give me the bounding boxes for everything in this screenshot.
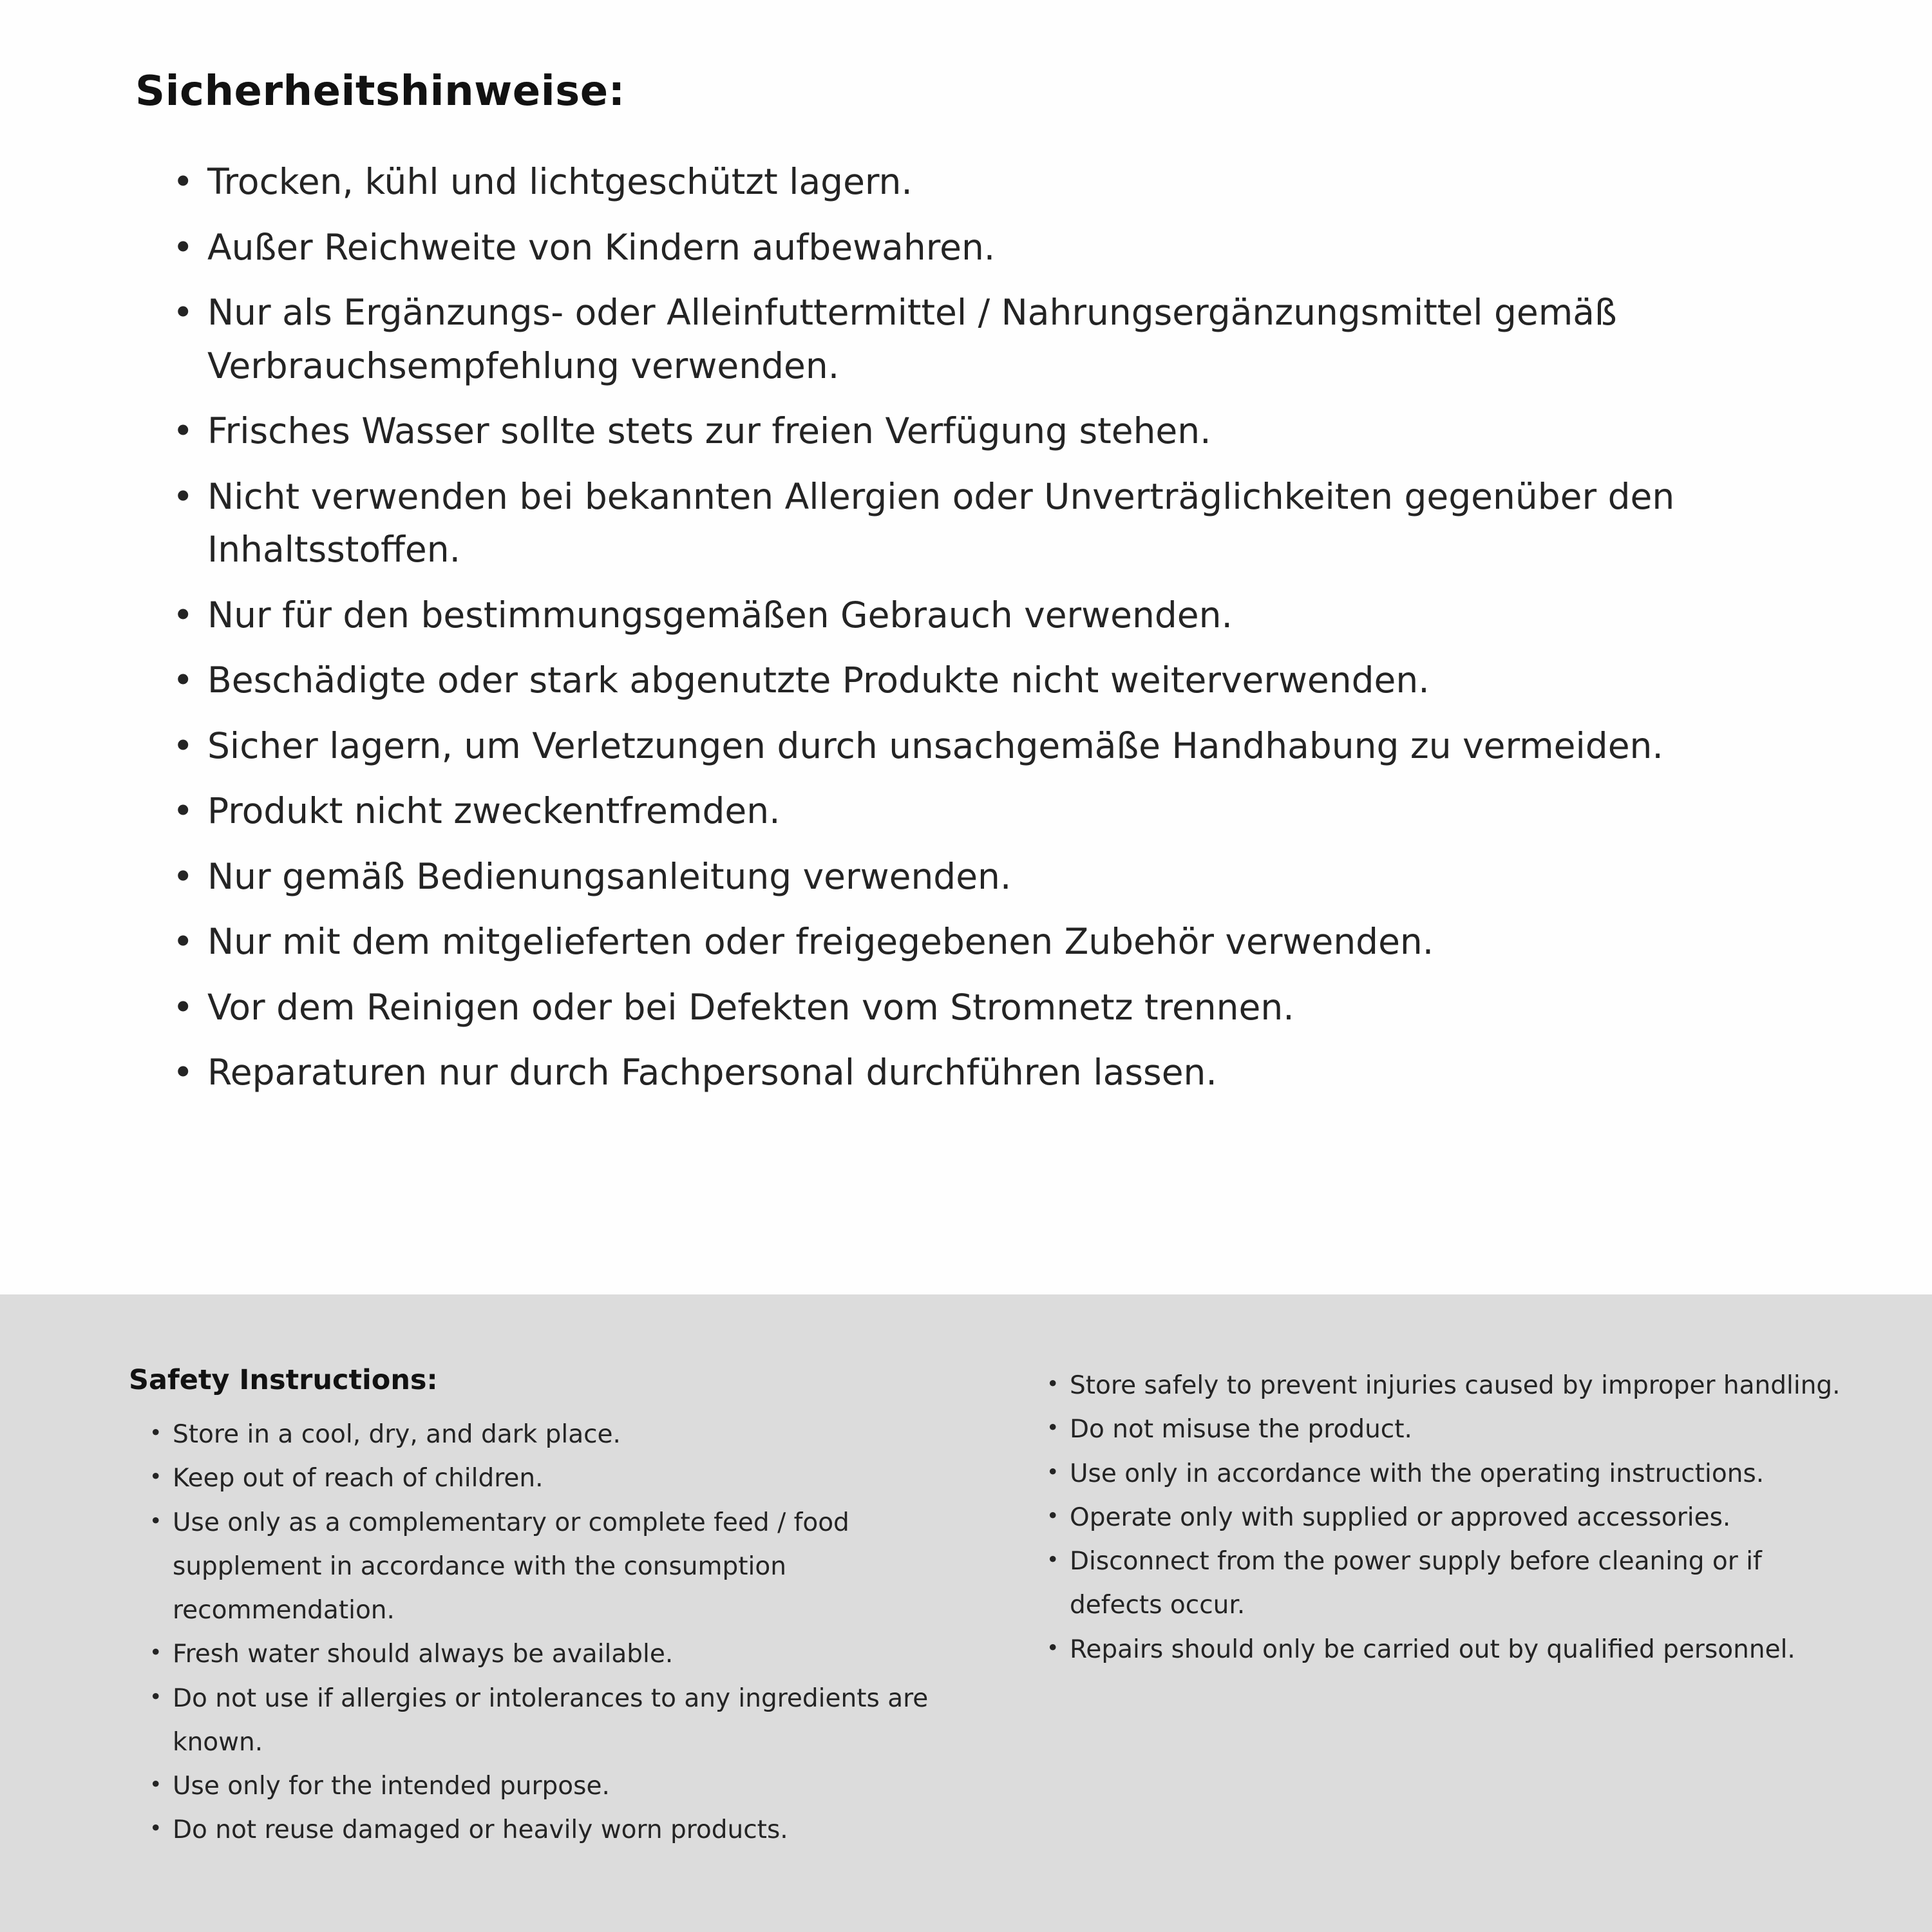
german-safety-list: [135, 155, 1861, 1099]
english-right-column: [1040, 1364, 1861, 1932]
english-safety-section: [0, 1294, 1932, 1932]
list-item: • Reparaturen nur durch Fachpersonal durchführen lassen.: [167, 1046, 1861, 1099]
list-item: • Nur für den bestimmungsgemäßen Gebrauch verwenden.: [167, 589, 1861, 642]
list-item: • Operate only with supplied or approved accessories.: [1040, 1496, 1861, 1540]
list-item: • Do not use if allergies or intolerances to any ingredients are known.: [143, 1677, 950, 1765]
list-item: • Nur mit dem mitgelieferten oder freigegebenen Zubehör verwenden.: [167, 915, 1861, 969]
list-item: • Nicht verwenden bei bekannten Allergien oder Unverträglichkeiten gegenüber den Inhaltsstoffen.: [167, 470, 1861, 576]
list-item: • Sicher lagern, um Verletzungen durch unsachgemäße Handhabung zu vermeiden.: [167, 719, 1861, 773]
list-item: • Store in a cool, dry, and dark place.: [143, 1413, 950, 1457]
list-item: • Nur als Ergänzungs- oder Alleinfuttermittel / Nahrungsergänzungsmittel gemäß Verbrauchsempfehlung verwenden.: [167, 286, 1861, 392]
list-item: • Do not misuse the product.: [1040, 1408, 1861, 1452]
english-safety-list-left: [129, 1413, 950, 1853]
list-item: • Frisches Wasser sollte stets zur freien Verfügung stehen.: [167, 404, 1861, 458]
list-item: • Store safely to prevent injuries caused by improper handling.: [1040, 1364, 1861, 1408]
list-item: • Produkt nicht zweckentfremden.: [167, 784, 1861, 838]
list-item: • Vor dem Reinigen oder bei Defekten vom Stromnetz trennen.: [167, 981, 1861, 1034]
list-item: • Repairs should only be carried out by qualified personnel.: [1040, 1628, 1861, 1672]
list-item: • Do not reuse damaged or heavily worn products.: [143, 1808, 950, 1852]
english-left-column: [129, 1364, 950, 1932]
list-item: • Nur gemäß Bedienungsanleitung verwenden.: [167, 850, 1861, 904]
list-item: • Trocken, kühl und lichtgeschützt lagern.: [167, 155, 1861, 209]
english-section-heading: Safety Instructions:: [129, 1364, 438, 1396]
list-item: • Keep out of reach of children.: [143, 1457, 950, 1501]
english-safety-list-right: [1040, 1364, 1861, 1672]
list-item: • Use only as a complementary or complete feed / food supplement in accordance with the consumption recommendation.: [143, 1501, 950, 1633]
list-item: • Außer Reichweite von Kindern aufbewahren.: [167, 221, 1861, 274]
list-item: • Use only in accordance with the operating instructions.: [1040, 1452, 1861, 1496]
list-item: • Disconnect from the power supply before cleaning or if defects occur.: [1040, 1540, 1861, 1628]
german-section-heading: Sicherheitshinweise:: [135, 68, 625, 115]
list-item: • Beschädigte oder stark abgenutzte Produkte nicht weiterverwenden.: [167, 654, 1861, 707]
list-item: • Fresh water should always be available.: [143, 1633, 950, 1676]
list-item: • Use only for the intended purpose.: [143, 1765, 950, 1808]
